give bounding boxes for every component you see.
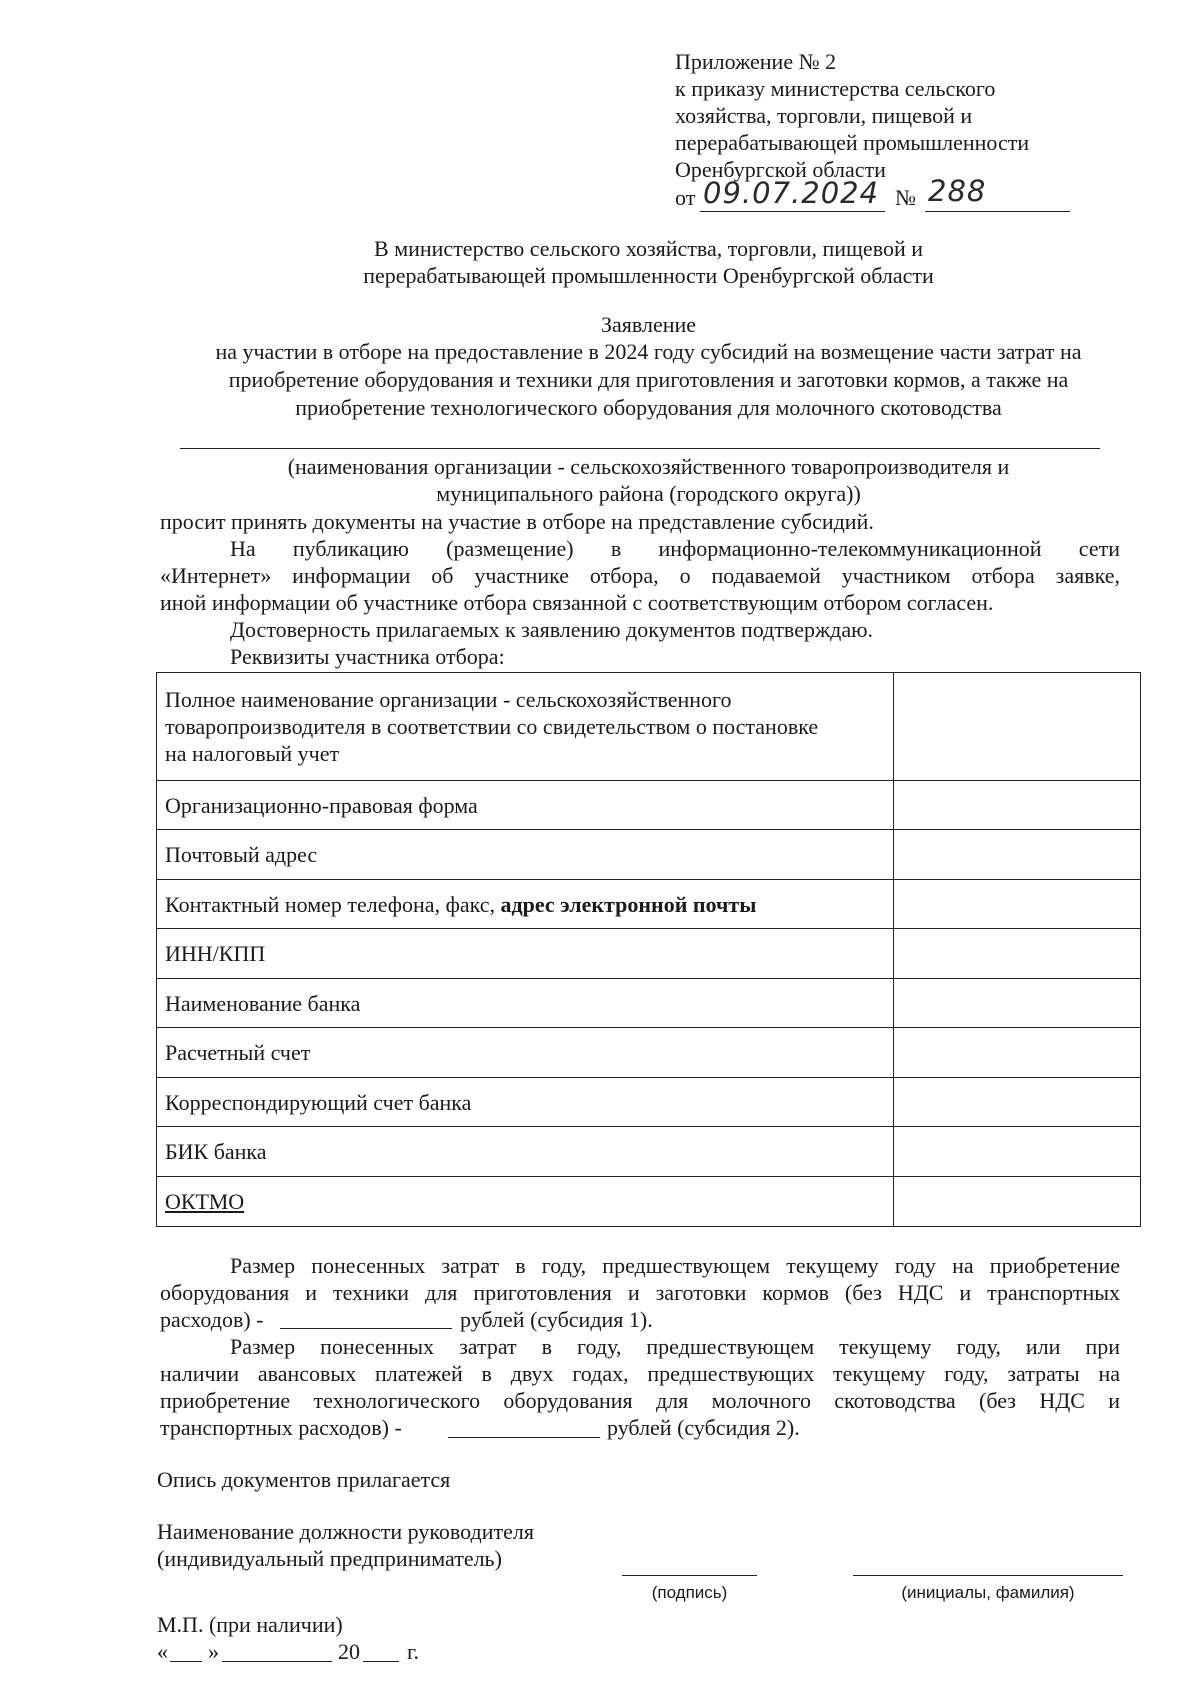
- requisites-heading: Реквизиты участника отбора:: [230, 644, 505, 669]
- year-prefix: 20: [338, 1639, 360, 1664]
- row-label: БИК банка: [157, 1127, 894, 1177]
- table-row: [157, 929, 1141, 979]
- order-from-label: от: [675, 185, 696, 210]
- table-row: [157, 880, 1141, 929]
- appendix-line: хозяйства, торговли, пищевой и: [675, 103, 973, 128]
- row-label: Наименование банка: [157, 979, 894, 1028]
- oktmo-value-cell[interactable]: [893, 1177, 1140, 1227]
- requisites-table: [156, 672, 1141, 1227]
- table-row: [157, 1127, 1141, 1177]
- contacts-value-cell[interactable]: [893, 880, 1140, 929]
- day-line[interactable]: [170, 1661, 202, 1662]
- row-label: [157, 880, 894, 929]
- cost-text: Размер понесенных затрат в году, предшествующем текущему году на приобретение: [230, 1253, 1120, 1278]
- cost-text: транспортных расходов) -: [160, 1415, 402, 1440]
- row-label: Расчетный счет: [157, 1028, 894, 1078]
- recipient-line: перерабатывающей промышленности Оренбургской области: [363, 263, 934, 288]
- row-label-line: на налоговый учет: [165, 741, 340, 766]
- cost-text: рублей (субсидия 2).: [607, 1415, 800, 1440]
- cost-text: оборудования и техники для приготовления и заготовки кормов (без НДС и транспортных: [160, 1280, 1120, 1305]
- appendix-line: перерабатывающей промышленности: [675, 130, 1030, 155]
- organization-caption: (наименования организации - сельскохозяйственного товаропроизводителя и: [287, 454, 1010, 479]
- order-number-label: №: [895, 185, 916, 210]
- bank-name-value-cell[interactable]: [893, 979, 1140, 1028]
- row-label: ИНН/КПП: [157, 929, 894, 979]
- table-row: [157, 979, 1141, 1028]
- cost-text: Размер понесенных затрат в году, предшествующем текущему году, или при: [230, 1334, 1120, 1359]
- title-line: приобретение технологического оборудования для молочного скотоводства: [295, 395, 1002, 420]
- table-row: [157, 1028, 1141, 1078]
- table-row: [157, 830, 1141, 880]
- stamp-label: М.П. (при наличии): [157, 1612, 343, 1637]
- organization-name-field-line[interactable]: [180, 448, 1100, 449]
- date-underline: [700, 211, 885, 212]
- settlement-account-value-cell[interactable]: [893, 1028, 1140, 1078]
- cost-text: приобретение технологического оборудования для молочного скотоводства (без НДС и: [160, 1388, 1120, 1413]
- inventory-text: Опись документов прилагается: [157, 1467, 451, 1492]
- table-row: [157, 781, 1141, 830]
- appendix-line: к приказу министерства сельского: [675, 76, 996, 101]
- month-line[interactable]: [222, 1661, 332, 1662]
- row-label-line: Полное наименование организации - сельскохозяйственного: [165, 687, 732, 712]
- year-suffix: г.: [407, 1639, 420, 1664]
- postal-address-value-cell[interactable]: [893, 830, 1140, 880]
- cost-text: рублей (субсидия 1).: [460, 1307, 653, 1332]
- cost-text: расходов) -: [160, 1307, 264, 1332]
- table-row: [157, 1078, 1141, 1127]
- confirm-text: Достоверность прилагаемых к заявлению документов подтверждаю.: [230, 617, 874, 642]
- consent-text: иной информации об участнике отбора связанной с соответствующим отбором согласен.: [160, 590, 994, 615]
- row-label: Корреспондирующий счет банка: [157, 1078, 894, 1127]
- document-heading: Заявление: [600, 312, 697, 337]
- signature-line[interactable]: [622, 1575, 757, 1576]
- request-text: просит принять документы на участие в отборе на представление субсидий.: [160, 509, 874, 534]
- row-label-plain: Контактный номер телефона, факс,: [165, 891, 495, 917]
- name-line[interactable]: [853, 1575, 1123, 1576]
- consent-text: На публикацию (размещение) в информационно-телекоммуникационной сети: [230, 536, 1120, 561]
- organization-caption: муниципального района (городского округа)): [436, 481, 861, 506]
- row-label-bold: адрес электронной почты: [500, 891, 757, 917]
- date-close-quote: »: [208, 1639, 219, 1664]
- order-number-handwritten: 288: [928, 174, 987, 208]
- row-label: Организационно-правовая форма: [157, 781, 894, 830]
- subsidy1-amount-line[interactable]: [280, 1328, 452, 1329]
- consent-text: «Интернет» информации об участнике отбора, о подаваемой участником отбора заявке,: [160, 563, 1120, 588]
- title-line: на участии в отборе на предоставление в 2024 году субсидий на возмещение части затрат на: [215, 339, 1082, 364]
- full-name-value-cell[interactable]: [893, 673, 1140, 781]
- appendix-block: [675, 48, 1029, 183]
- number-underline: [925, 211, 1070, 212]
- row-label: [157, 673, 894, 781]
- inn-kpp-value-cell[interactable]: [893, 929, 1140, 979]
- cost-text: наличии авансовых платежей в двух годах, предшествующих текущему году, затраты на: [160, 1361, 1120, 1386]
- title-line: приобретение оборудования и техники для приготовления и заготовки кормов, а также на: [228, 367, 1069, 392]
- row-label-line: товаропроизводителя в соответствии со свидетельством о постановке: [165, 714, 819, 739]
- appendix-line: Приложение № 2: [675, 49, 837, 74]
- subsidy2-amount-line[interactable]: [448, 1437, 600, 1438]
- legal-form-value-cell[interactable]: [893, 781, 1140, 830]
- appendix-line: Оренбургской области: [675, 157, 886, 182]
- date-open-quote: «: [157, 1639, 168, 1664]
- position-label: Наименование должности руководителя: [157, 1519, 534, 1544]
- recipient-line: В министерство сельского хозяйства, торговли, пищевой и: [374, 236, 923, 261]
- signature-caption: (подпись): [651, 1583, 728, 1602]
- order-date-handwritten: 09.07.2024: [703, 176, 880, 210]
- bik-value-cell[interactable]: [893, 1127, 1140, 1177]
- year-line[interactable]: [363, 1661, 399, 1662]
- row-label: Почтовый адрес: [157, 830, 894, 880]
- oktmo-label: ОКТМО: [165, 1189, 245, 1214]
- table-row: [157, 1177, 1141, 1227]
- table-row: [157, 673, 1141, 781]
- correspondent-account-value-cell[interactable]: [893, 1078, 1140, 1127]
- name-caption: (инициалы, фамилия): [901, 1583, 1075, 1602]
- position-label: (индивидуальный предприниматель): [157, 1546, 502, 1571]
- row-label: [157, 1177, 894, 1227]
